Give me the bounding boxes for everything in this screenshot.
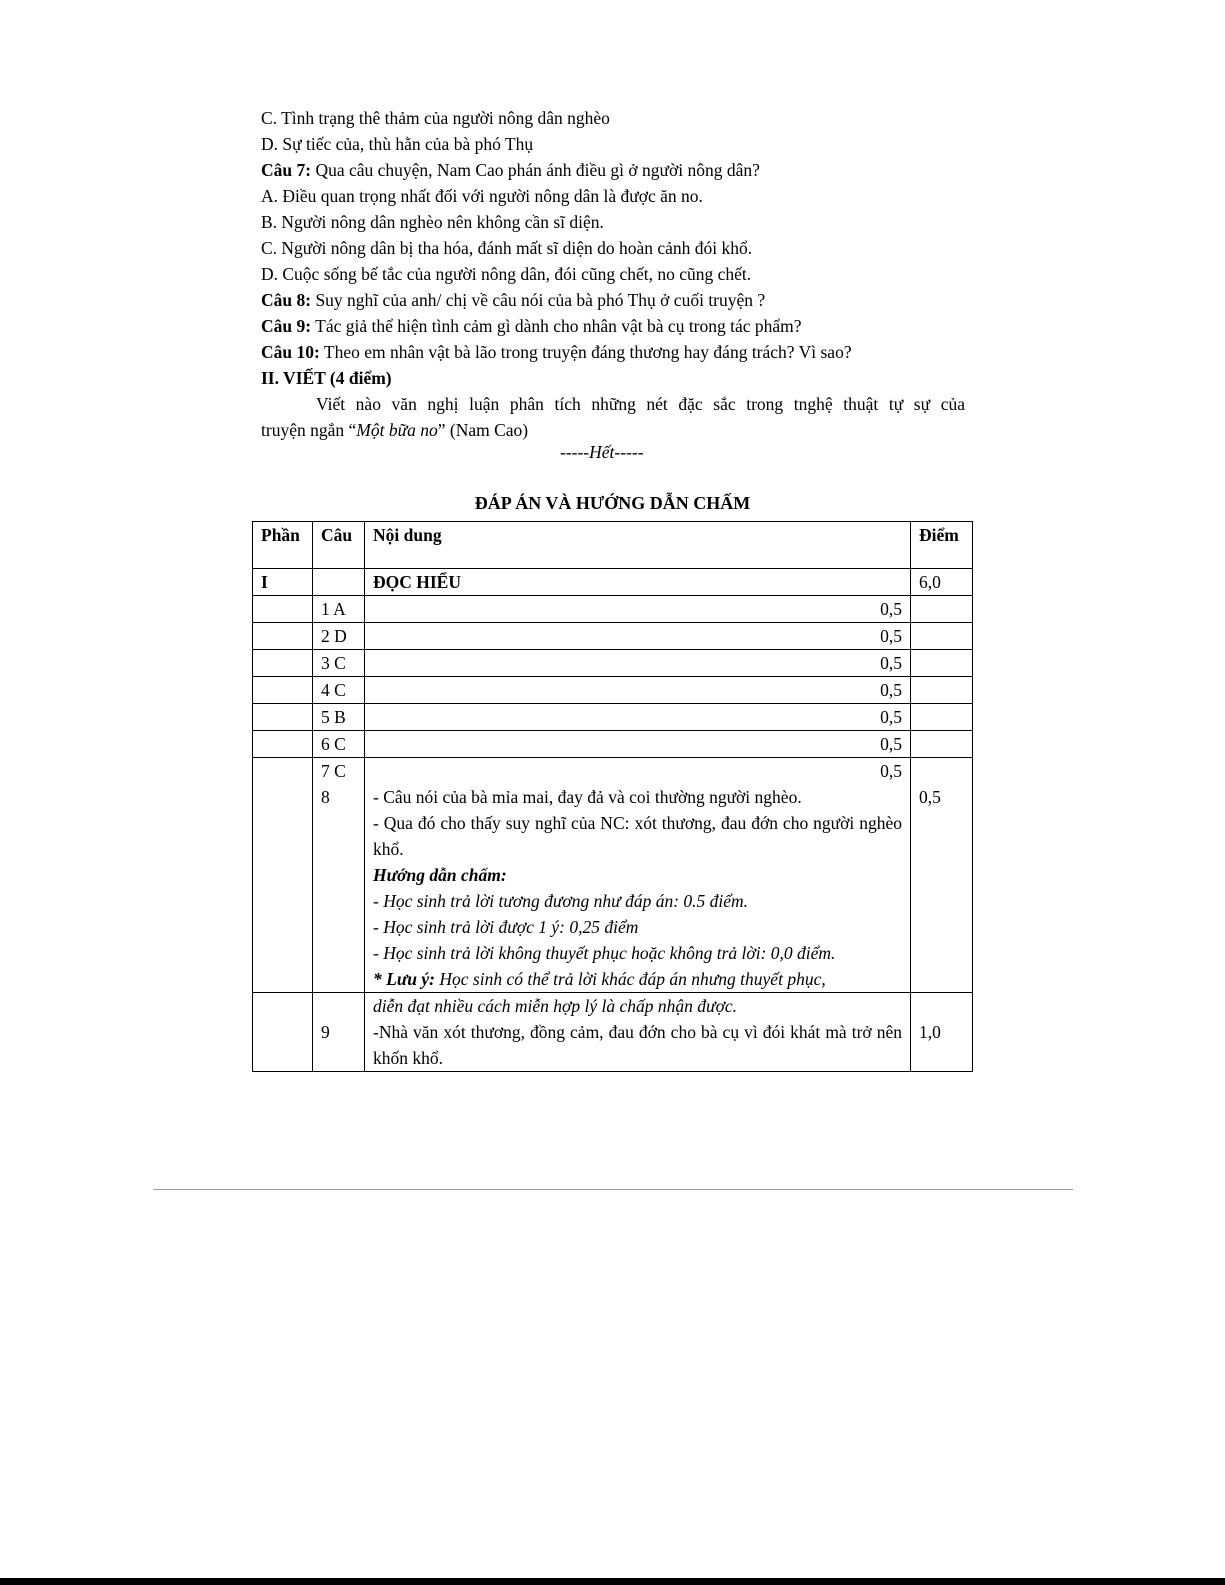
header-content: Nội dung (365, 522, 911, 569)
writing-prompt-prefix: truyện ngắn “ (261, 420, 357, 440)
empty-cell (911, 731, 973, 758)
answer-q8-score: 0,5 (919, 787, 941, 807)
q8-note-text: Học sinh có thể trả lời khác đáp án nhưng thuyết phục, (435, 969, 826, 989)
section-row (253, 569, 973, 596)
answer-q9-score: 1,0 (919, 1022, 941, 1042)
header-question: Câu (313, 522, 365, 569)
table-row (253, 731, 973, 758)
q8-guide-heading: Hướng dẫn chấm: (373, 865, 507, 885)
question-8 (261, 287, 765, 313)
table-row-q9 (253, 993, 973, 1072)
question-9-label: Câu 9: (261, 316, 312, 336)
answer-q2-score: 0,5 (365, 623, 911, 650)
empty-cell (911, 650, 973, 677)
question-8-text: Suy nghĩ của anh/ chị về câu nói của bà phó Thụ ở cuối truyện ? (311, 290, 766, 310)
question-7-option-c: C. Người nông dân bị tha hóa, đánh mất sĩ diện do hoàn cảnh đói khổ. (261, 238, 753, 258)
empty-cell (253, 993, 313, 1072)
answer-q9-label-cell (313, 993, 365, 1072)
empty-cell (253, 677, 313, 704)
page-divider (153, 1189, 1073, 1190)
writing-prompt-suffix: ” (Nam Cao) (437, 420, 529, 440)
answer-q9-score-cell (911, 993, 973, 1072)
answer-q9: 9 (321, 1022, 330, 1042)
question-10-label: Câu 10: (261, 342, 320, 362)
answer-q5-score: 0,5 (365, 704, 911, 731)
question-10-text: Theo em nhân vật bà lão trong truyện đáng thương hay đáng trách? Vì sao? (319, 342, 852, 362)
writing-prompt-line1: Viết nào văn nghị luận phân tích những nét đặc sắc trong tnghệ thuật tự sự của (316, 394, 965, 414)
empty-cell (253, 650, 313, 677)
answer-table (252, 521, 973, 1072)
empty-cell (253, 623, 313, 650)
table-row (253, 623, 973, 650)
answer-q8-content (365, 758, 911, 993)
table-row (253, 650, 973, 677)
q8-note-continued: diễn đạt nhiều cách miễn hợp lý là chấp nhận được. (373, 996, 738, 1016)
answer-q6: 6 C (313, 731, 365, 758)
table-header-row (253, 522, 973, 569)
answer-q5: 5 B (313, 704, 365, 731)
q8-point-1: - Câu nói của bà mỉa mai, đay đả và coi thường người nghèo. (373, 787, 802, 807)
q8-note (373, 966, 902, 992)
section-question (313, 569, 365, 596)
end-word: Hết (589, 442, 615, 462)
section-title: ĐỌC HIỂU (365, 569, 911, 596)
answer-q8-score-cell (911, 758, 973, 993)
answer-q9-content (365, 993, 911, 1072)
empty-cell (911, 704, 973, 731)
answer-q1-score: 0,5 (365, 596, 911, 623)
table-row-q7-q8 (253, 758, 973, 993)
q8-guide-2: - Học sinh trả lời được 1 ý: 0,25 điểm (373, 917, 639, 937)
end-mark (560, 439, 644, 465)
section-part: I (253, 569, 313, 596)
question-9-text: Tác giả thể hiện tình cảm gì dành cho nhân vật bà cụ trong tác phẩm? (311, 316, 802, 336)
end-dashes-right: ----- (614, 442, 644, 462)
table-row (253, 704, 973, 731)
empty-cell (253, 704, 313, 731)
question-7-option-a: A. Điều quan trọng nhất đối với người nông dân là được ăn no. (261, 186, 703, 206)
question-7 (261, 157, 760, 183)
answer-q7-q8-labels (313, 758, 365, 993)
question-7-option-b: B. Người nông dân nghèo nên không cần sĩ diện. (261, 212, 604, 232)
question-7-option-d: D. Cuộc sống bế tắc của người nông dân, đói cũng chết, no cũng chết. (261, 264, 752, 284)
section-score: 6,0 (911, 569, 973, 596)
answer-q4-score: 0,5 (365, 677, 911, 704)
empty-cell (253, 758, 313, 993)
answer-q7: 7 C (321, 761, 346, 781)
answer-q1: 1 A (313, 596, 365, 623)
question-7-label: Câu 7: (261, 160, 312, 180)
empty-cell (911, 677, 973, 704)
answer-q3-score: 0,5 (365, 650, 911, 677)
q8-guide-1: - Học sinh trả lời tương đương như đáp án: 0.5 điểm. (373, 891, 749, 911)
q8-guide-3: - Học sinh trả lời không thuyết phục hoặc không trả lời: 0,0 điểm. (373, 943, 836, 963)
empty-cell (253, 596, 313, 623)
writing-prompt (261, 391, 965, 443)
empty-cell (911, 623, 973, 650)
writing-heading: II. VIẾT (4 điểm) (261, 368, 392, 388)
answer-table-title: ĐÁP ÁN VÀ HƯỚNG DẪN CHẤM (474, 493, 751, 513)
question-6-option-d: D. Sự tiếc của, thù hằn của bà phó Thụ (261, 134, 534, 154)
header-score: Điểm (911, 522, 973, 569)
answer-q8: 8 (321, 787, 330, 807)
answer-q7-score: 0,5 (880, 761, 902, 781)
question-10 (261, 339, 852, 365)
answer-q3: 3 C (313, 650, 365, 677)
table-row (253, 677, 973, 704)
empty-cell (253, 731, 313, 758)
question-9 (261, 313, 802, 339)
story-title: Một bữa no (356, 420, 438, 440)
empty-cell (911, 596, 973, 623)
answer-q2: 2 D (313, 623, 365, 650)
q8-note-label: * Lưu ý: (373, 969, 436, 989)
table-row (253, 596, 973, 623)
question-7-text: Qua câu chuyện, Nam Cao phán ánh điều gì ở người nông dân? (311, 160, 760, 180)
end-dashes-left: ----- (560, 442, 590, 462)
q9-answer: -Nhà văn xót thương, đồng cảm, đau đớn cho bà cụ vì đói khát mà trở nên khốn khổ. (373, 1022, 902, 1068)
page-bottom-bar (0, 1578, 1225, 1585)
answer-q4: 4 C (313, 677, 365, 704)
q8-point-2: - Qua đó cho thấy suy nghĩ của NC: xót thương, đau đớn cho người nghèo khổ. (373, 813, 902, 859)
answer-q6-score: 0,5 (365, 731, 911, 758)
question-8-label: Câu 8: (261, 290, 312, 310)
header-part: Phần (253, 522, 313, 569)
question-6-option-c: C. Tình trạng thê thảm của người nông dân nghèo (261, 108, 610, 128)
